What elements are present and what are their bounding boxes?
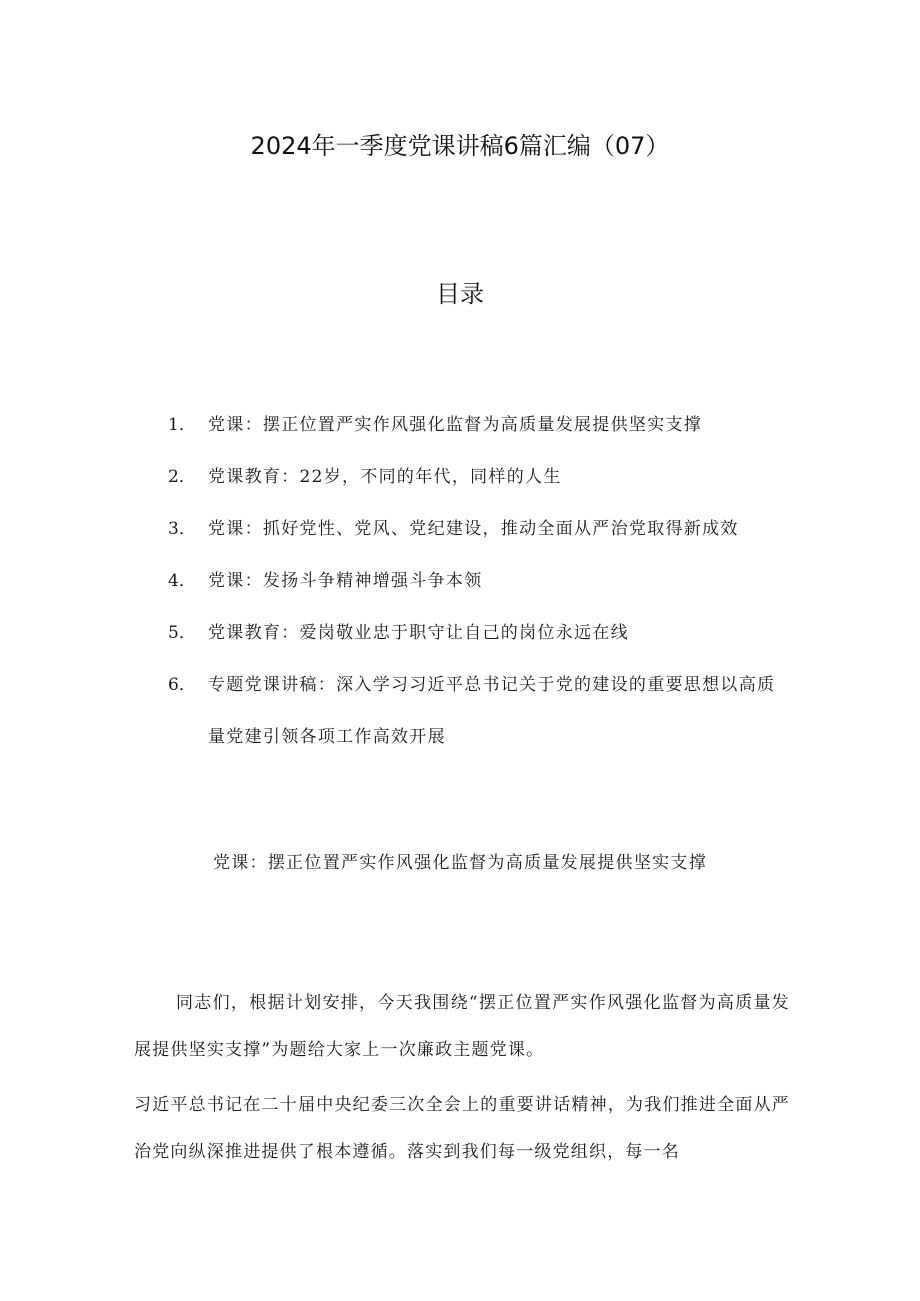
- document-title: 2024年一季度党课讲稿6篇汇编（07）: [250, 132, 670, 160]
- toc-item-number: 2．: [168, 467, 196, 487]
- section-title: 党课：摆正位置严实作风强化监督为高质量发展提供坚实支撑: [212, 853, 708, 873]
- toc-item-label: 党课：摆正位置严实作风强化监督为高质量发展提供坚实支撑: [208, 415, 703, 435]
- toc-item-label: 专题党课讲稿：深入学习习近平总书记关于党的建设的重要思想以高质量党建引领各项工作高效开展: [208, 675, 776, 747]
- toc-item-number: 5．: [168, 623, 196, 643]
- body-paragraph: 同志们，根据计划安排，今天我围绕“摆正位置严实作风强化监督为高质量发展提供坚实支撑”为题给大家上一次廉政主题党课。: [134, 993, 790, 1060]
- toc-item[interactable]: [168, 568, 808, 594]
- toc-item-label: 党课：发扬斗争精神增强斗争本领: [208, 571, 483, 591]
- toc-item[interactable]: [168, 412, 808, 438]
- body-paragraph: 习近平总书记在二十届中央纪委三次全会上的重要讲话精神，为我们推进全面从严治党向纵深推进提供了根本遵循。落实到我们每一级党组织，每一名: [134, 1095, 790, 1162]
- toc-item-number: 1．: [168, 415, 196, 435]
- toc-item[interactable]: [168, 464, 808, 490]
- toc-item-label: 党课教育：22岁，不同的年代，同样的人生: [208, 467, 562, 487]
- toc-item[interactable]: [168, 620, 808, 646]
- toc-item-number: 4．: [168, 571, 196, 591]
- toc-item-number: 6．: [168, 675, 196, 695]
- toc-item-label: 党课教育：爱岗敬业忠于职守让自己的岗位永远在线: [208, 623, 629, 643]
- toc-item[interactable]: [168, 516, 808, 542]
- toc-item-number: 3．: [168, 519, 196, 539]
- toc-heading: 目录: [436, 280, 484, 308]
- toc-item[interactable]: [168, 672, 808, 763]
- toc-item-label: 党课：抓好党性、党风、党纪建设，推动全面从严治党取得新成效: [208, 519, 739, 539]
- table-of-contents: [168, 412, 808, 789]
